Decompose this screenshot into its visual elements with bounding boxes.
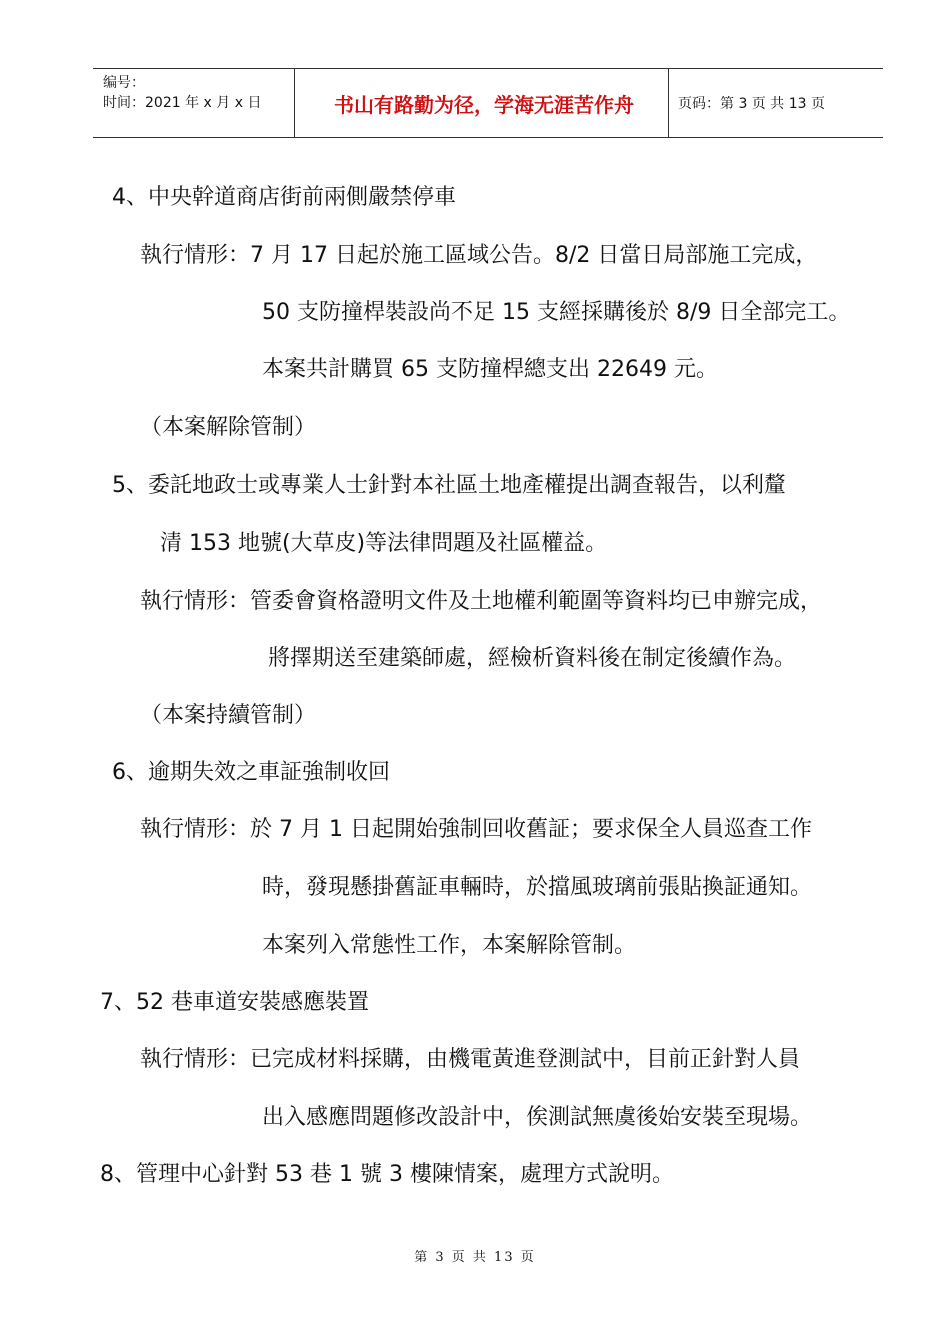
page-footer: 第 3 页 共 13 页 [414,1250,536,1265]
page-header [93,68,883,138]
item-5-status-cont: 將擇期送至建築師處，經檢析資料後在制定後續作為。 [268,646,797,671]
item-6-status-cont: 時，發現懸掛舊証車輛時，於擋風玻璃前張貼換証通知。 [262,875,813,900]
item-6-status-cont: 本案列入常態性工作，本案解除管制。 [262,933,637,958]
item-4-status: 執行情形：7 月 17 日起於施工區域公告。8/2 日當日局部施工完成， [140,243,818,268]
item-7-status: 執行情形：已完成材料採購，由機電黃進登測試中，目前正針對人員 [140,1047,801,1072]
item-5-heading: 5、委託地政士或專業人士針對本社區土地產權提出調查報告，以利釐 [112,473,786,498]
item-5-control-note: （本案持續管制） [140,703,317,728]
item-6-heading: 6、逾期失效之車証強制收回 [112,760,390,785]
item-7-heading: 7、52 巷車道安裝感應裝置 [100,990,369,1015]
item-5-status: 執行情形：管委會資格證明文件及土地權利範圍等資料均已申辦完成， [140,589,823,614]
date-label: 时间：2021 年 x 月 x 日 [103,95,262,111]
item-4-control-note: （本案解除管制） [140,415,317,440]
serial-label: 编号： [103,75,145,91]
item-4-heading: 4、中央幹道商店街前兩側嚴禁停車 [112,185,456,210]
item-7-status-cont: 出入感應問題修改設計中，俟測試無虞後始安裝至現場。 [262,1105,813,1130]
item-6-status: 執行情形：於 7 月 1 日起開始強制回收舊証；要求保全人員巡查工作 [140,817,812,842]
header-page-info: 页码：第 3 页 共 13 页 [678,96,825,112]
header-divider [294,69,295,137]
item-4-status-cont: 50 支防撞桿裝設尚不足 15 支經採購後於 8/9 日全部完工。 [262,300,851,325]
item-8-heading: 8、管理中心針對 53 巷 1 號 3 樓陳情案，處理方式說明。 [100,1162,674,1187]
item-5-heading-cont: 清 153 地號(大草皮)等法律問題及社區權益。 [160,531,608,556]
header-meta [103,73,261,113]
item-4-status-cont: 本案共計購買 65 支防撞桿總支出 22649 元。 [262,357,718,382]
header-motto: 书山有路勤为径，学海无涯苦作舟 [334,92,634,117]
header-divider [668,69,669,137]
